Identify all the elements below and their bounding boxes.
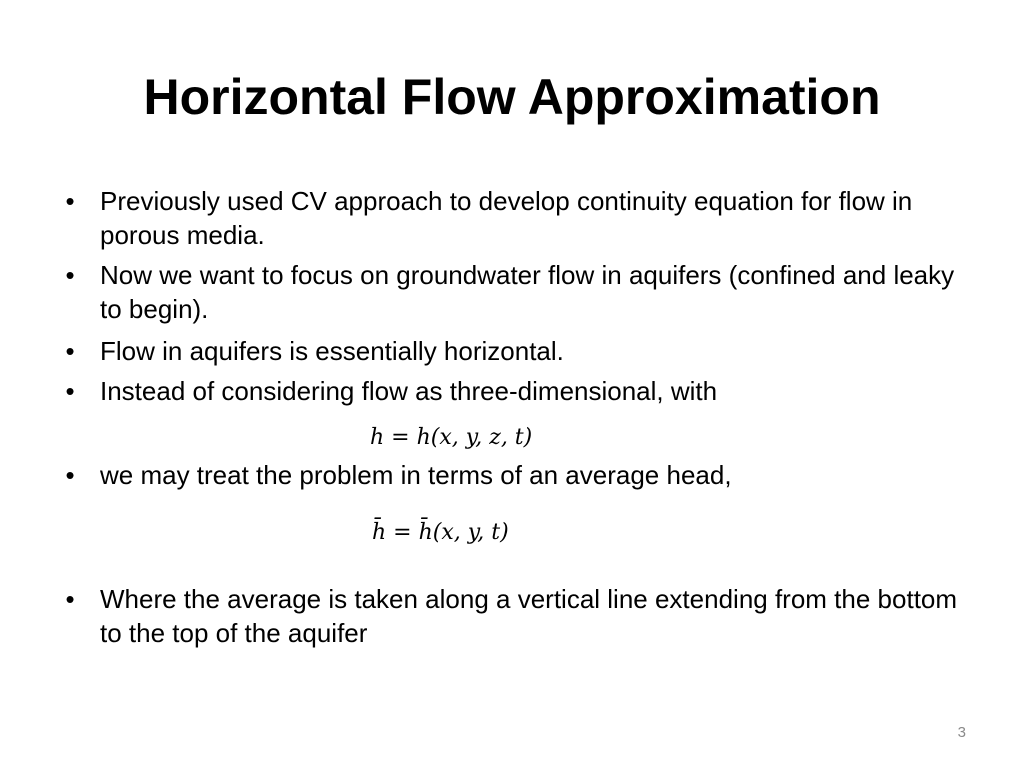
bullet-dot: • (65, 376, 75, 406)
slide-title: Horizontal Flow Approximation (143, 69, 881, 125)
bullet-text: Previously used CV approach to develop continuity equation for flow in porous media. (100, 186, 913, 250)
bullet-item (65, 582, 980, 650)
bullet-dot: • (65, 584, 75, 614)
bullet-text: Where the average is taken along a vertical line extending from the bottom to the top of the aquifer (100, 584, 958, 648)
bullet-dot: • (65, 460, 75, 490)
bullet-text: we may treat the problem in terms of an average head, (100, 460, 732, 490)
bullet-dot: • (65, 260, 75, 290)
equation-average-head: h̄ = h̄(x, y, t) (372, 520, 509, 545)
bullet-item (65, 374, 980, 408)
bullet-item (65, 258, 980, 326)
equation-head-3d: h = h(x, y, z, t) (370, 425, 533, 450)
bullet-text: Flow in aquifers is essentially horizontal. (100, 336, 564, 366)
bullet-text: Now we want to focus on groundwater flow in aquifers (confined and leaky to begin). (100, 260, 955, 324)
bullet-dot: • (65, 186, 75, 216)
bullet-text: Instead of considering flow as three-dimensional, with (100, 376, 718, 406)
bullet-item (65, 458, 980, 492)
bullet-item (65, 334, 980, 368)
bullet-item (65, 184, 980, 252)
page-number: 3 (957, 724, 966, 741)
bullet-dot: • (65, 336, 75, 366)
